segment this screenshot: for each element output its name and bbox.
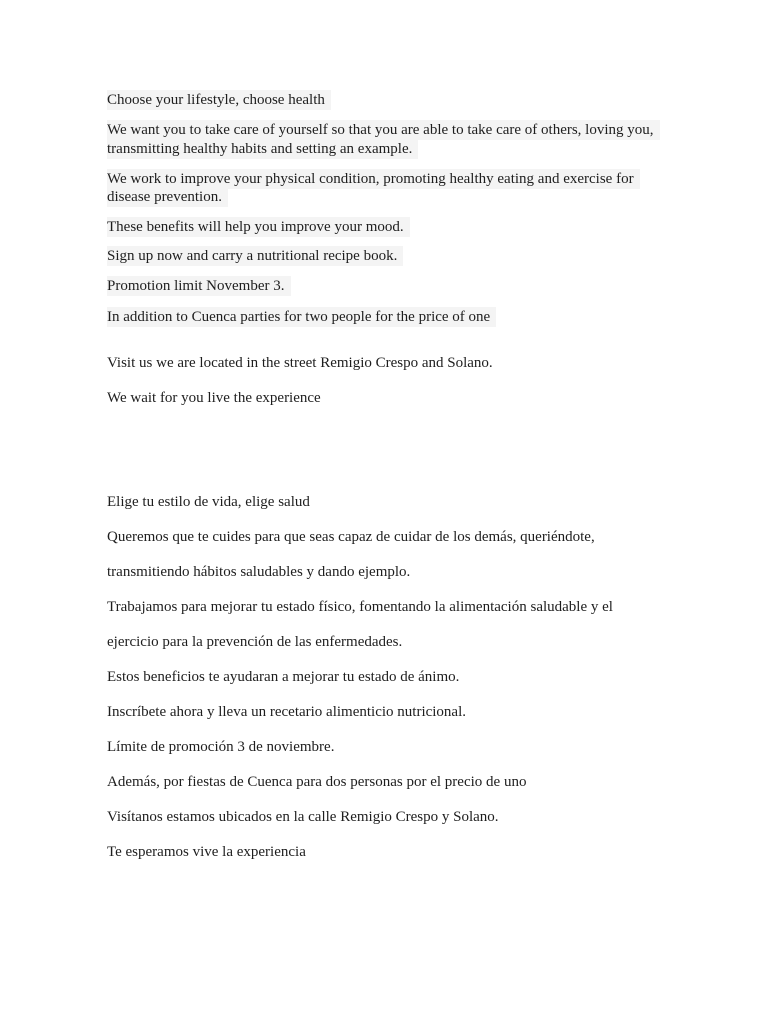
english-paragraph-3	[107, 219, 410, 236]
spanish-paragraph-3	[107, 669, 459, 686]
english-paragraph-1-line-1	[107, 122, 660, 139]
spanish-paragraph-6-text: Además, por fiestas de Cuenca para dos personas por el precio de uno	[107, 774, 527, 790]
spanish-title-text: Elige tu estilo de vida, elige salud	[107, 494, 310, 510]
english-paragraph-8-text: We wait for you live the experience	[107, 390, 321, 406]
spanish-title	[107, 494, 310, 511]
spanish-paragraph-2-line-2	[107, 634, 402, 651]
spanish-paragraph-6	[107, 774, 526, 791]
spanish-paragraph-8	[107, 844, 306, 861]
spanish-paragraph-2-line-1	[107, 599, 613, 616]
spanish-paragraph-7-text: Visítanos estamos ubicados en la calle Remigio Crespo y Solano.	[107, 809, 499, 825]
spanish-paragraph-1-text-b: transmitiendo hábitos saludables y dando ejemplo.	[107, 564, 411, 580]
english-paragraph-7	[107, 355, 493, 372]
spanish-paragraph-2-text-a: Trabajamos para mejorar tu estado físico, fomentando la alimentación saludable y el	[107, 599, 613, 615]
spanish-paragraph-8-text: Te esperamos vive la experiencia	[107, 844, 306, 860]
spanish-paragraph-1-text-a: Queremos que te cuides para que seas capaz de cuidar de los demás, queriéndote,	[107, 529, 595, 545]
english-paragraph-1-text-a: We want you to take care of yourself so that you are able to take care of others, loving you,	[107, 120, 660, 140]
english-paragraph-7-text: Visit us we are located in the street Remigio Crespo and Solano.	[107, 355, 493, 371]
spanish-paragraph-4-text: Inscríbete ahora y lleva un recetario alimenticio nutricional.	[107, 704, 467, 720]
spanish-paragraph-1-line-2	[107, 564, 410, 581]
english-paragraph-1-line-2	[107, 141, 418, 158]
english-paragraph-2-text-a: We work to improve your physical condition, promoting healthy eating and exercise for	[107, 169, 640, 189]
spanish-paragraph-5-text: Límite de promoción 3 de noviembre.	[107, 739, 335, 755]
spanish-paragraph-2-text-b: ejercicio para la prevención de las enfermedades.	[107, 634, 403, 650]
spanish-paragraph-5	[107, 739, 334, 756]
spanish-paragraph-4	[107, 704, 466, 721]
english-paragraph-1-text-b: transmitting healthy habits and setting an example.	[107, 139, 418, 159]
english-title	[107, 92, 331, 109]
english-paragraph-3-text: These benefits will help you improve your mood.	[107, 217, 410, 237]
english-paragraph-5-text: Promotion limit November 3.	[107, 276, 291, 296]
english-paragraph-2-line-2	[107, 189, 228, 206]
english-paragraph-6-text: In addition to Cuenca parties for two people for the price of one	[107, 307, 496, 327]
english-paragraph-5	[107, 278, 291, 295]
english-paragraph-4	[107, 248, 403, 265]
spanish-paragraph-1-line-1	[107, 529, 595, 546]
english-paragraph-4-text: Sign up now and carry a nutritional recipe book.	[107, 246, 403, 266]
english-paragraph-6	[107, 309, 496, 326]
spanish-paragraph-3-text: Estos beneficios te ayudaran a mejorar tu estado de ánimo.	[107, 669, 460, 685]
english-paragraph-8	[107, 390, 321, 407]
english-paragraph-2-line-1	[107, 171, 640, 188]
spanish-paragraph-7	[107, 809, 499, 826]
english-title-text: Choose your lifestyle, choose health	[107, 90, 331, 110]
english-paragraph-2-text-b: disease prevention.	[107, 187, 228, 207]
